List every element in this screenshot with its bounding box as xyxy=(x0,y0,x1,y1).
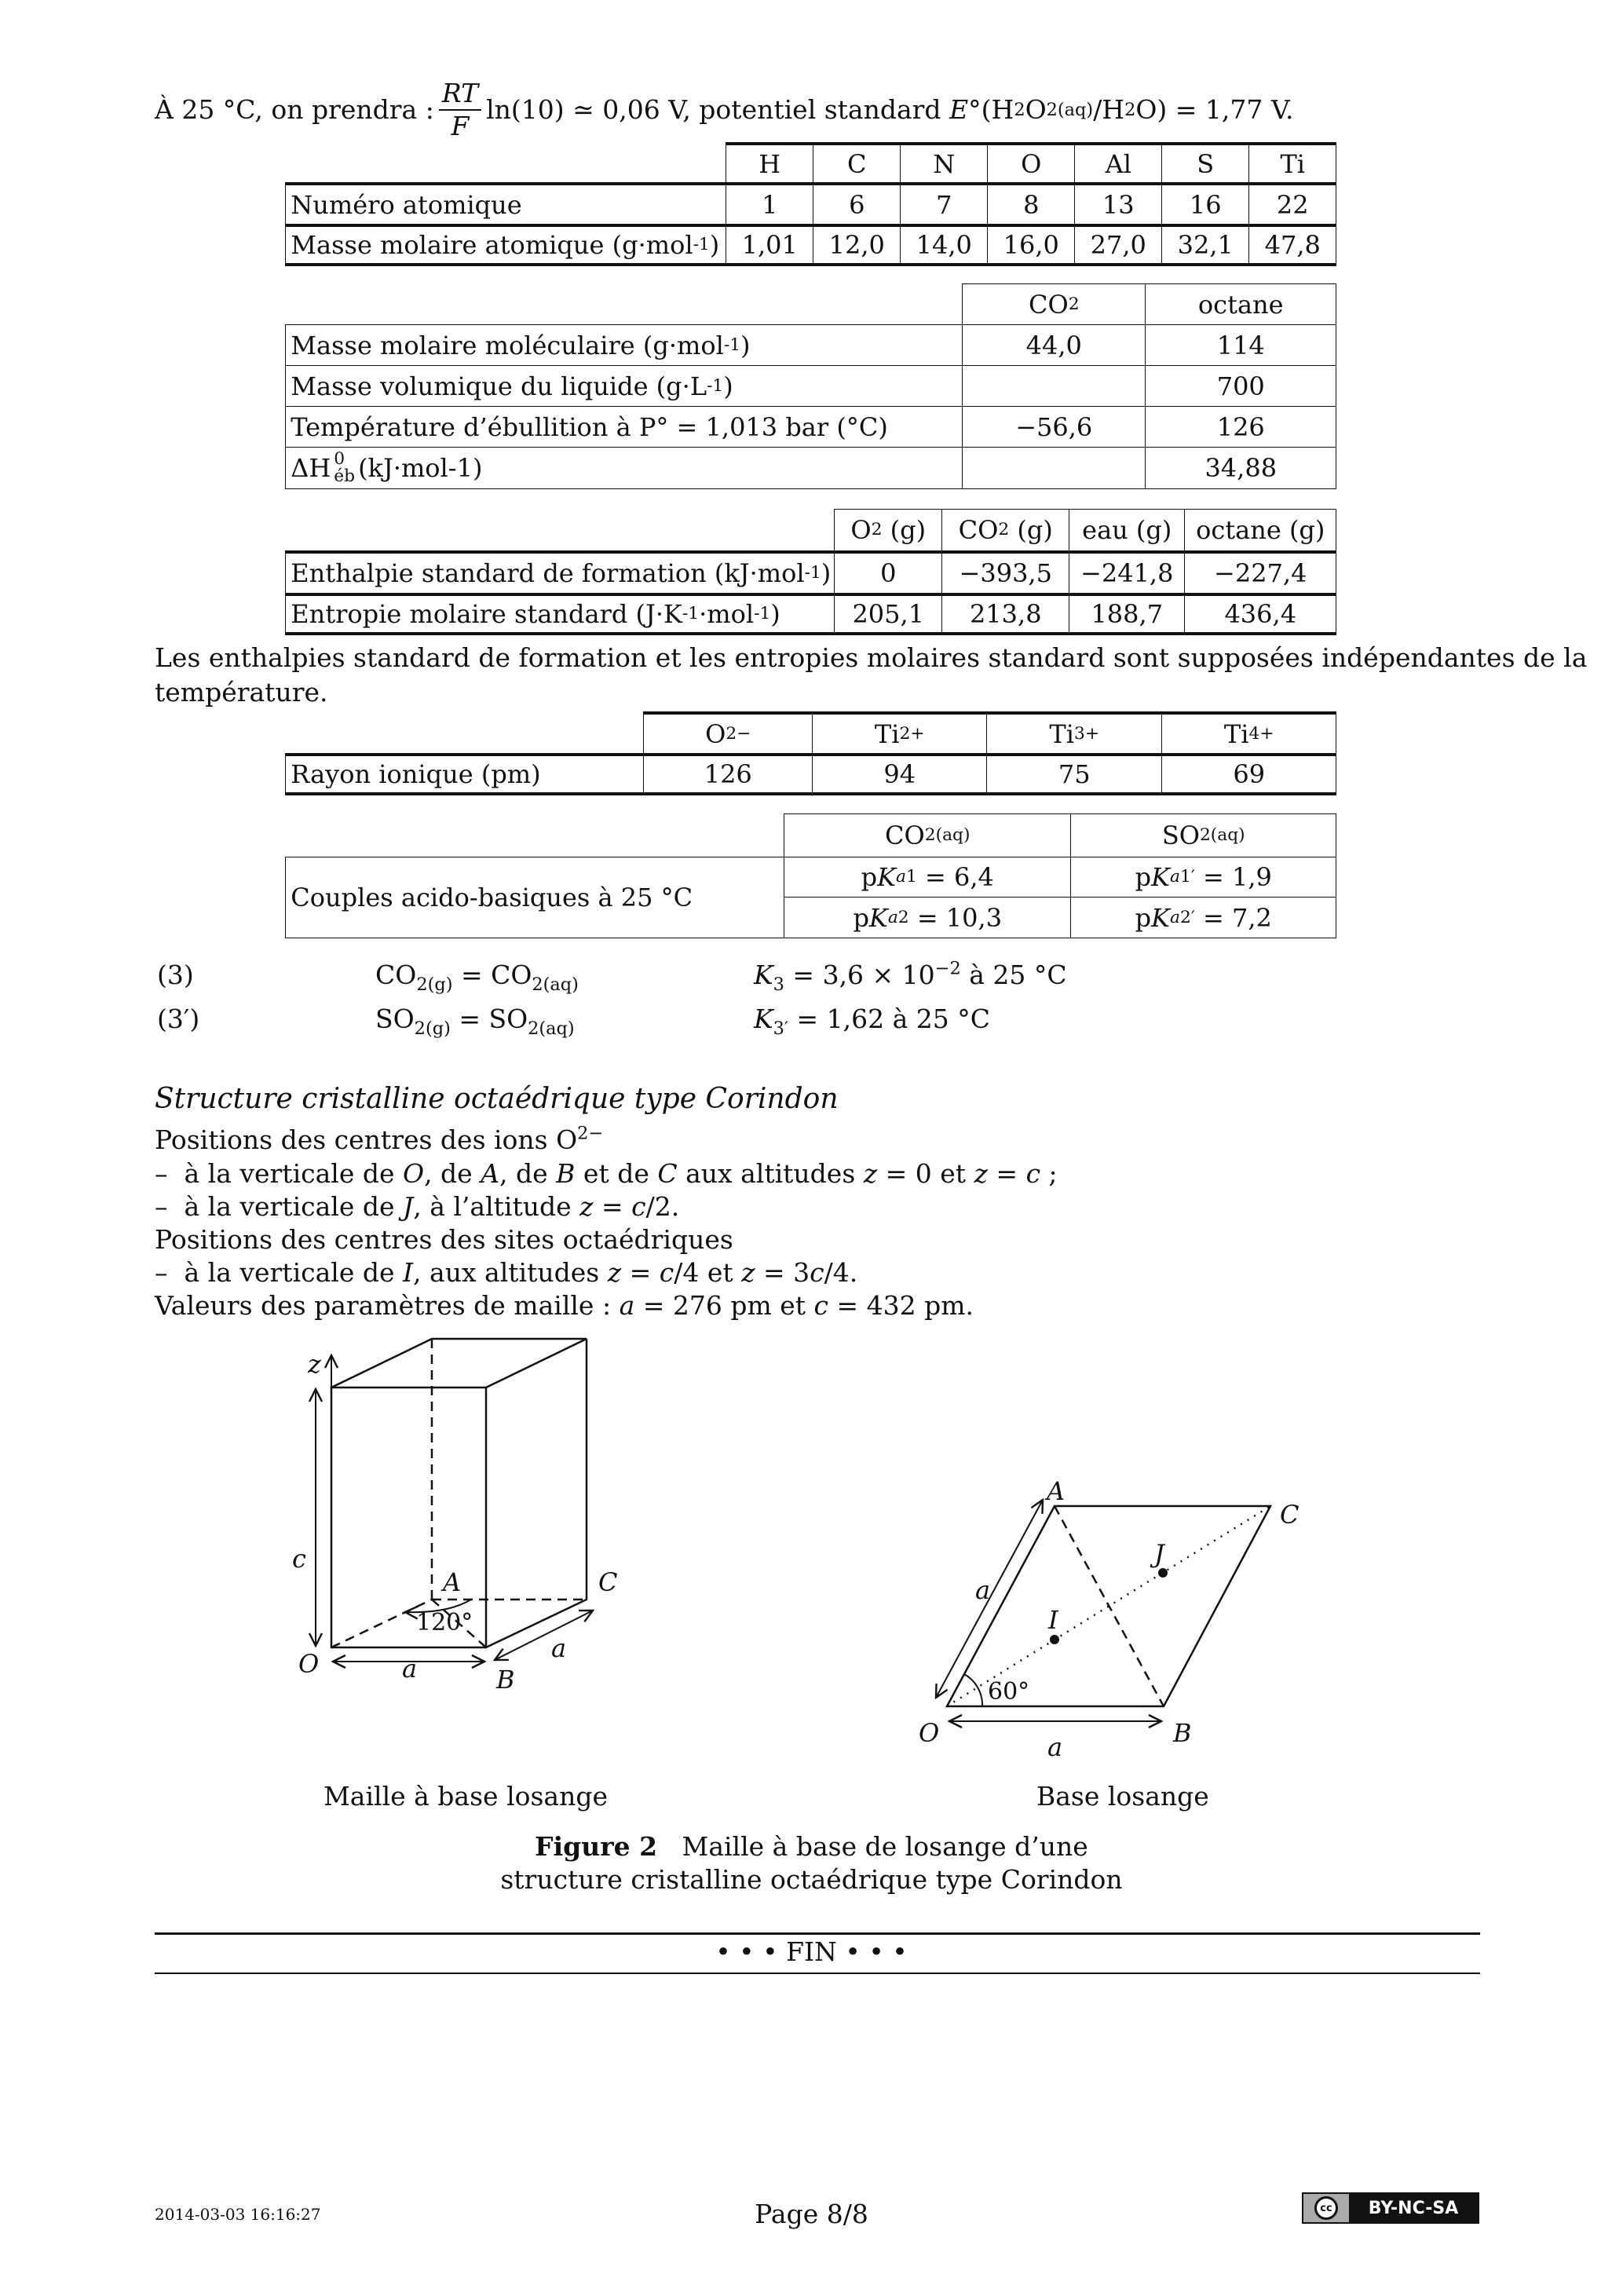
label-c: c xyxy=(292,1544,306,1574)
structure-line: Valeurs des paramètres de maille : a = 276 pm et c = 432 pm. xyxy=(155,1290,974,1321)
table-row-label: Couples acido-basiques à 25 °C xyxy=(285,857,784,938)
table-cell: 0 xyxy=(834,550,942,594)
intro-prefix: À 25 °C, on prendra : xyxy=(155,94,434,125)
equation-reaction-3: $CO_{2(g)} = CO_{2(aq)}$ xyxy=(375,960,579,995)
label-a-vertex-right: A xyxy=(1047,1476,1066,1506)
label-sub: éb xyxy=(334,466,356,487)
table-cell: 44,0 xyxy=(962,324,1146,366)
label-j: J xyxy=(1154,1539,1164,1569)
fin-marker: • • • FIN • • • xyxy=(715,1936,908,1967)
table-header-cell: N xyxy=(900,142,988,183)
table-cell: 94 xyxy=(812,753,987,795)
intro-line: À 25 °C, on prendra : $\frac{RT}{F}$ ln(10) ≃ 0,06 V, potentiel standard E° (H 2 O 2(aq) /H 2 O) = 1,77 V. xyxy=(155,78,1294,141)
top-rule xyxy=(155,1932,1480,1935)
bottom-rule xyxy=(155,1972,1480,1974)
equation-number-3: (3) xyxy=(157,960,194,990)
caption-left: Maille à base losange xyxy=(324,1781,609,1812)
table-cell: 34,88 xyxy=(1145,447,1336,489)
label-a-diagonal: a xyxy=(551,1633,567,1663)
figure-caption-text: Maille à base de losange d’une xyxy=(682,1831,1088,1862)
table-cell: p K a1 = 6,4 xyxy=(784,857,1071,898)
table-header-cell: CO 2 xyxy=(962,283,1146,325)
label-i: I xyxy=(1048,1605,1058,1635)
table-cell: p K a1′ = 1,9 xyxy=(1070,857,1336,898)
table-cell: −56,6 xyxy=(962,406,1146,448)
table-cell: 75 xyxy=(986,753,1162,795)
table-header-cell: Ti 4+ xyxy=(1161,711,1336,754)
table-header-cell: octane xyxy=(1145,283,1336,325)
figure-label: Figure 2 xyxy=(535,1831,658,1862)
footer-timestamp: 2014-03-03 16:16:27 xyxy=(155,2205,321,2224)
label-end: ) xyxy=(709,230,720,261)
table-cell: 8 xyxy=(987,182,1075,225)
table-header-cell: CO 2(aq) xyxy=(784,813,1071,857)
table-cell: 213,8 xyxy=(941,593,1069,635)
table-cell: 12,0 xyxy=(813,224,901,266)
caption-right: Base losange xyxy=(1036,1781,1209,1812)
table-cell: 13 xyxy=(1074,182,1162,225)
figure-caption-line-2: structure cristalline octaédrique type Corindon xyxy=(500,1864,1123,1895)
footer-page-number: Page 8/8 xyxy=(755,2199,868,2229)
label-a-base: a xyxy=(1047,1732,1063,1762)
table-header-cell: C xyxy=(813,142,901,183)
table-row-label: Masse molaire atomique (g·mol -1 ) xyxy=(285,224,726,266)
couple-part3: /H xyxy=(1093,94,1125,125)
equation-constant-3prime: $K_{3'} = 1,62$ à 25 °C xyxy=(754,1004,991,1039)
paragraph-line-2: température. xyxy=(155,677,328,707)
e-standard-symbol: E° xyxy=(949,94,981,125)
table-header-cell: Ti xyxy=(1248,142,1336,183)
table-header-cell: H xyxy=(726,142,813,183)
table-header-cell: CO 2 (g) xyxy=(941,509,1069,551)
table-header-cell: Ti 3+ xyxy=(986,711,1162,754)
table-cell: 22 xyxy=(1248,182,1336,225)
table-cell: 69 xyxy=(1161,753,1336,795)
table-cell: 1,01 xyxy=(726,224,813,266)
label-o-vertex: O xyxy=(298,1649,320,1679)
table-cell: 14,0 xyxy=(900,224,988,266)
structure-line: – à la verticale de I, aux altitudes z = c/4 et z = 3c/4. xyxy=(155,1257,858,1288)
table-cell: 47,8 xyxy=(1248,224,1336,266)
table-header-cell: O 2− xyxy=(643,711,813,754)
label-a-vertex: A xyxy=(443,1567,462,1597)
couple-part4: O) = 1,77 V. xyxy=(1135,94,1294,125)
fraction-numerator: RT xyxy=(439,78,481,111)
table-row-label: Rayon ionique (pm) xyxy=(285,753,644,795)
cc-glyph: cc xyxy=(1314,2196,1338,2220)
label-text: Masse molaire atomique (g·mol xyxy=(291,230,693,261)
figure-caption-line-1 xyxy=(0,1831,1623,1863)
table-row-label: Masse volumique du liquide (g·L -1 ) xyxy=(285,365,963,407)
label-text: Masse molaire moléculaire (g·mol xyxy=(291,330,724,360)
table-cell: 27,0 xyxy=(1074,224,1162,266)
label-end: (kJ·mol-1) xyxy=(358,453,483,484)
table-cell: 1 xyxy=(726,182,813,225)
table-row-label: Entropie molaire standard (J·K -1 ·mol -1 ) xyxy=(285,593,835,635)
table-cell: 114 xyxy=(1145,324,1336,366)
label-angle-60: 60° xyxy=(988,1678,1030,1706)
table-row-label: Température d’ébullition à P° = 1,013 bar (°C) xyxy=(285,406,963,448)
point-j xyxy=(1158,1568,1168,1578)
label-a-bottom: a xyxy=(402,1654,418,1684)
table-header-cell: Ti 2+ xyxy=(812,711,987,754)
structure-line: Positions des centres des ions $O^{2-}$ xyxy=(155,1123,604,1155)
table-header-cell: SO 2(aq) xyxy=(1070,813,1336,857)
table-header-cell: Al xyxy=(1074,142,1162,183)
intro-ln: ln(10) ≃ 0,06 V, potentiel standard xyxy=(486,94,941,125)
table-cell: 188,7 xyxy=(1069,593,1185,635)
table-cell: 205,1 xyxy=(834,593,942,635)
license-text: BY-NC-SA xyxy=(1368,2198,1459,2218)
table-header-cell: eau (g) xyxy=(1069,509,1185,551)
table-header-cell: O xyxy=(987,142,1075,183)
couple-part1: (H xyxy=(981,94,1014,125)
table-cell: −227,4 xyxy=(1184,550,1336,594)
paragraph-line-1: Les enthalpies standard de formation et les entropies molaires standard sont supposées indépendantes de la xyxy=(155,642,1588,673)
point-i xyxy=(1050,1635,1059,1644)
label-o-vertex-right: O xyxy=(919,1718,940,1748)
table-cell: 7 xyxy=(900,182,988,225)
label-a-side: a xyxy=(975,1575,991,1605)
equation-constant-3: $K_3 = 3,6 \times 10^{-2}$ à 25 °C xyxy=(754,958,1067,995)
label-end: ) xyxy=(740,330,751,360)
table-cell: −241,8 xyxy=(1069,550,1185,594)
table-header-cell: O 2 (g) xyxy=(834,509,942,551)
label-sup: 0 xyxy=(334,449,345,470)
table-cell: 6 xyxy=(813,182,901,225)
label-c-vertex-right: C xyxy=(1280,1500,1299,1530)
table-header-cell: S xyxy=(1161,142,1249,183)
label-z: z xyxy=(308,1349,321,1379)
section-title: Structure cristalline octaédrique type Corindon xyxy=(155,1083,839,1115)
table-cell: 32,1 xyxy=(1161,224,1249,266)
couple-part2: O xyxy=(1025,94,1047,125)
label-angle-120: 120° xyxy=(416,1609,473,1636)
table-header-cell: octane (g) xyxy=(1184,509,1336,551)
fraction-denominator: F xyxy=(451,111,470,141)
structure-line: – à la verticale de O, de A, de B et de C aux altitudes z = 0 et z = c ; xyxy=(155,1158,1058,1189)
table-cell: p K a2 = 10,3 xyxy=(784,897,1071,938)
table-cell: 16,0 xyxy=(987,224,1075,266)
license-badge[interactable] xyxy=(1302,2192,1479,2224)
table-cell: 700 xyxy=(1145,365,1336,407)
table-cell: 126 xyxy=(1145,406,1336,448)
table-row-label: Numéro atomique xyxy=(285,182,726,225)
label-c-vertex: C xyxy=(598,1567,618,1597)
structure-line: – à la verticale de J, à l’altitude z = c/2. xyxy=(155,1191,680,1222)
table-cell: 436,4 xyxy=(1184,593,1336,635)
table-cell: p K a2′ = 7,2 xyxy=(1070,897,1336,938)
table-row-label: Masse molaire moléculaire (g·mol -1 ) xyxy=(285,324,963,366)
equation-number-3prime: (3′) xyxy=(157,1004,200,1034)
table-cell: 16 xyxy=(1161,182,1249,225)
structure-line: Positions des centres des sites octaédriques xyxy=(155,1224,733,1255)
label-b-vertex: B xyxy=(496,1665,515,1695)
label-b-vertex-right: B xyxy=(1173,1718,1192,1748)
label-end: ) xyxy=(723,371,733,401)
table-row-label: Enthalpie standard de formation (kJ·mol -1 ) xyxy=(285,550,835,594)
table-cell: 126 xyxy=(643,753,813,795)
equation-reaction-3prime: $SO_{2(g)} = SO_{2(aq)}$ xyxy=(375,1004,575,1039)
table-cell: −393,5 xyxy=(941,550,1069,594)
cc-icon xyxy=(1303,2194,1349,2222)
label-text: ΔH xyxy=(291,453,331,484)
label-text: Masse volumique du liquide (g·L xyxy=(291,371,707,401)
